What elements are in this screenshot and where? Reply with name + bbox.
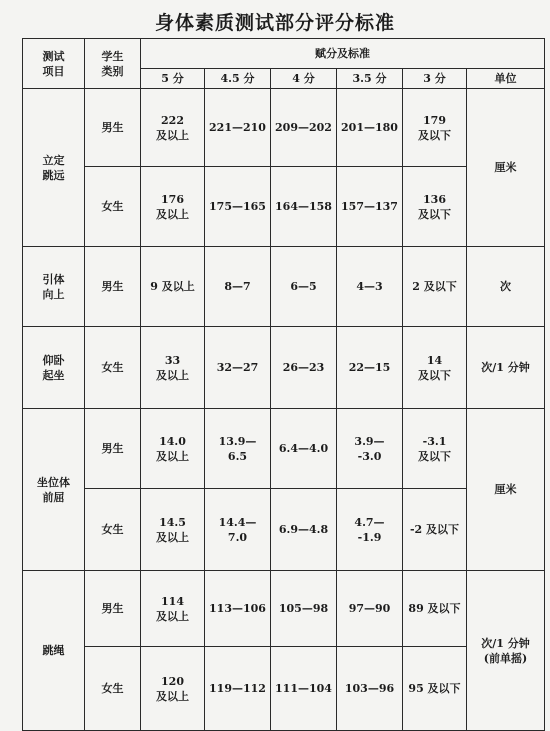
event-name: 仰卧 起坐 (23, 327, 85, 409)
score-cell: 164—158 (271, 167, 337, 247)
score-cell: 14.0 及以上 (141, 409, 205, 489)
score-cell: 32—27 (205, 327, 271, 409)
document-title: 身体素质测试部分评分标准 (154, 12, 395, 34)
table-row (23, 409, 545, 489)
score-cell: 209—202 (271, 89, 337, 167)
score-cell: 14.5 及以上 (141, 489, 205, 571)
table-row (23, 327, 545, 409)
score-cell: 6—5 (271, 247, 337, 327)
header-score-4: 4 分 (271, 69, 337, 89)
score-cell: 176 及以上 (141, 167, 205, 247)
header-score-3: 3 分 (403, 69, 467, 89)
score-cell: 22—15 (337, 327, 403, 409)
score-cell: 120 及以上 (141, 647, 205, 731)
header-score-5: 5 分 (141, 69, 205, 89)
score-cell: 222 及以上 (141, 89, 205, 167)
score-cell: 175—165 (205, 167, 271, 247)
unit-cell: 厘米 (467, 89, 545, 247)
score-cell: 4—3 (337, 247, 403, 327)
table-row (23, 489, 545, 571)
score-cell: 14.4— 7.0 (205, 489, 271, 571)
header-unit: 单位 (467, 69, 545, 89)
gender-cell: 女生 (85, 327, 141, 409)
score-cell: 105—98 (271, 571, 337, 647)
header-score-standard: 赋分及标准 (141, 39, 545, 69)
unit-cell: 次 (467, 247, 545, 327)
score-cell: 8—7 (205, 247, 271, 327)
score-cell: 6.4—4.0 (271, 409, 337, 489)
table-row (23, 571, 545, 647)
scoring-table (22, 38, 545, 731)
event-name: 立定 跳远 (23, 89, 85, 247)
score-cell: 95 及以下 (403, 647, 467, 731)
score-cell: 136 及以下 (403, 167, 467, 247)
unit-cell: 次/1 分钟 (467, 327, 545, 409)
score-cell: -3.1 及以下 (403, 409, 467, 489)
score-cell: 119—112 (205, 647, 271, 731)
gender-cell: 男生 (85, 409, 141, 489)
score-cell: 97—90 (337, 571, 403, 647)
gender-cell: 女生 (85, 167, 141, 247)
table-row (23, 647, 545, 731)
score-cell: 3.9— -3.0 (337, 409, 403, 489)
header-score-3-5: 3.5 分 (337, 69, 403, 89)
score-cell: 4.7— -1.9 (337, 489, 403, 571)
event-name: 坐位体 前屈 (23, 409, 85, 571)
score-cell: 6.9—4.8 (271, 489, 337, 571)
score-cell: 89 及以下 (403, 571, 467, 647)
table-row (23, 247, 545, 327)
gender-cell: 女生 (85, 647, 141, 731)
header-test-item: 测试 项目 (23, 39, 85, 89)
event-name: 跳绳 (23, 571, 85, 731)
table-row (23, 89, 545, 167)
table-body (23, 89, 545, 731)
unit-cell: 次/1 分钟 (前单摇) (467, 571, 545, 731)
event-name: 引体 向上 (23, 247, 85, 327)
score-cell: 14 及以下 (403, 327, 467, 409)
score-cell: 113—106 (205, 571, 271, 647)
score-cell: 2 及以下 (403, 247, 467, 327)
header-score-4-5: 4.5 分 (205, 69, 271, 89)
score-cell: 114 及以上 (141, 571, 205, 647)
score-cell: 111—104 (271, 647, 337, 731)
score-cell: 26—23 (271, 327, 337, 409)
gender-cell: 男生 (85, 247, 141, 327)
score-cell: 33 及以上 (141, 327, 205, 409)
score-cell: 13.9— 6.5 (205, 409, 271, 489)
score-cell: 157—137 (337, 167, 403, 247)
gender-cell: 男生 (85, 571, 141, 647)
score-cell: 221—210 (205, 89, 271, 167)
gender-cell: 男生 (85, 89, 141, 167)
score-cell: 179 及以下 (403, 89, 467, 167)
score-cell: 103—96 (337, 647, 403, 731)
score-cell: 201—180 (337, 89, 403, 167)
unit-cell: 厘米 (467, 409, 545, 571)
score-cell: 9 及以上 (141, 247, 205, 327)
table-row (23, 167, 545, 247)
gender-cell: 女生 (85, 489, 141, 571)
score-cell: -2 及以下 (403, 489, 467, 571)
header-student-category: 学生 类别 (85, 39, 141, 89)
